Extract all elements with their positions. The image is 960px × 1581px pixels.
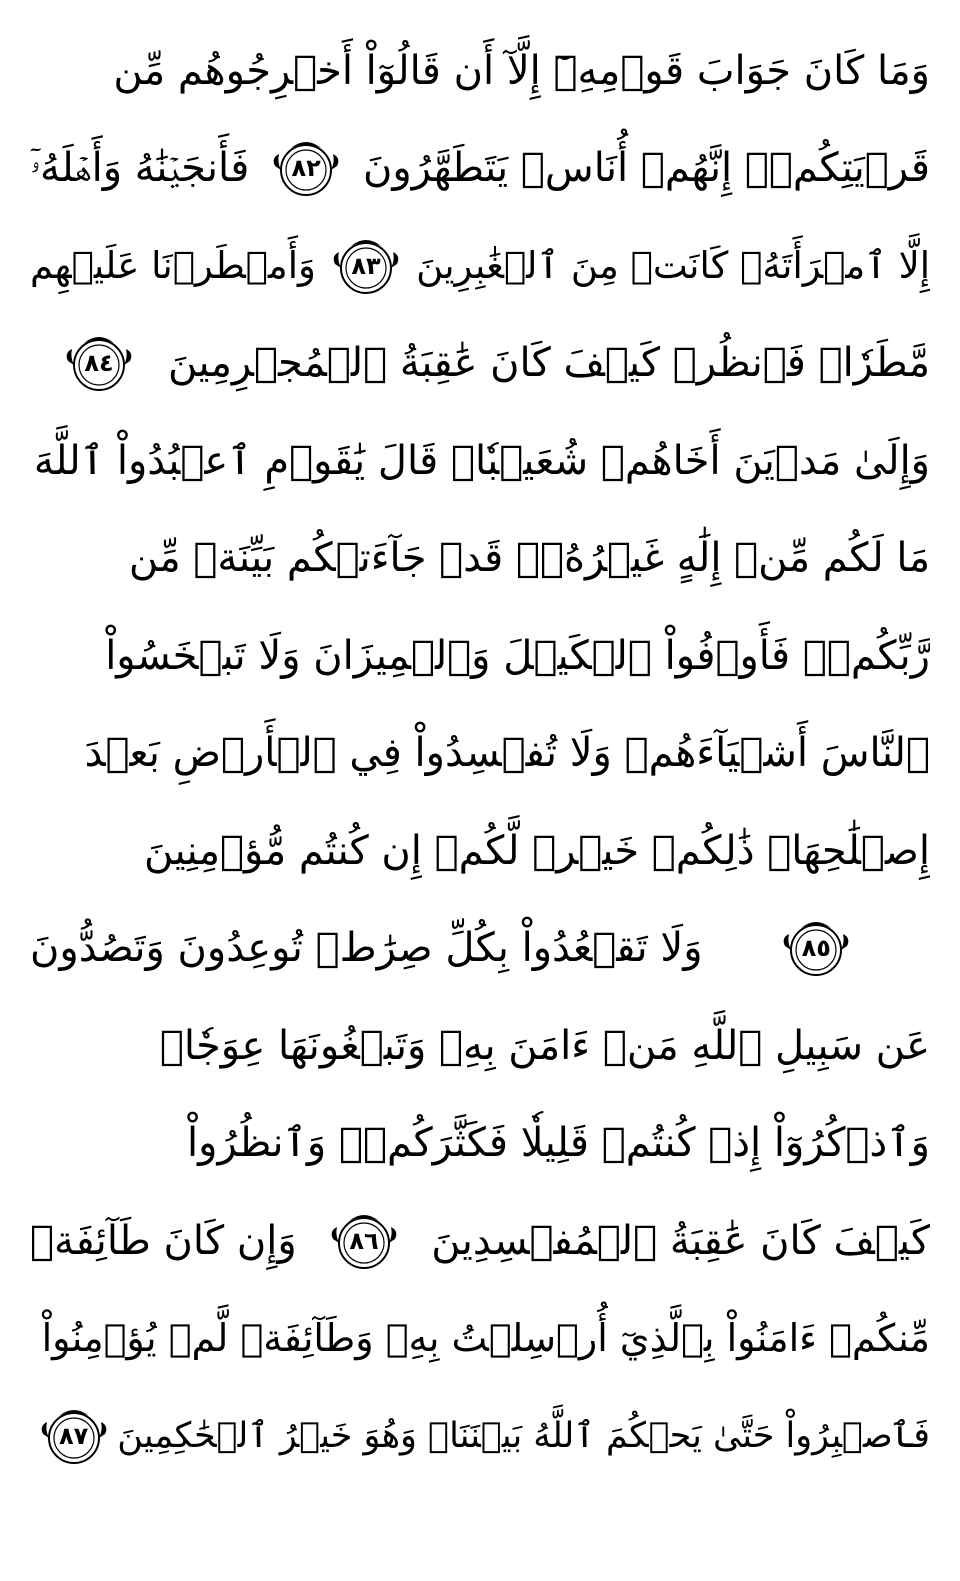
- verse-text: ٱلنَّاسَ أَشۡيَآءَهُمۡ وَلَا تُفۡسِدُواْ فِي ٱلۡأَرۡضِ بَعۡدَ: [84, 730, 930, 777]
- verse-text: وَإِن كَانَ طَآئِفَةٞ: [30, 1217, 297, 1264]
- text-line: [30, 412, 930, 510]
- text-line: [30, 997, 930, 1095]
- verse-text: فَأَنجَيۡنَٰهُ وَأَهۡلَهُۥٓ: [30, 145, 250, 192]
- verse-text: عَن سَبِيلِ ٱللَّهِ مَنۡ ءَامَنَ بِهِۦ وَتَبۡغُونَهَا عِوَجٗاۚ: [159, 1022, 930, 1069]
- text-line: [30, 607, 930, 705]
- verse-end-marker: [329, 234, 403, 298]
- verse-end-marker: [62, 331, 136, 395]
- text-line: [30, 1192, 930, 1290]
- verse-end-marker: [327, 1209, 401, 1273]
- text-line: [30, 510, 930, 608]
- text-line: [30, 1095, 930, 1193]
- verse-text: إِلَّا ٱمۡرَأَتَهُۥ كَانَتۡ مِنَ ٱلۡغَٰبِرِينَ: [416, 244, 930, 288]
- verse-number: ٨٤: [84, 349, 114, 378]
- verse-text: إِصۡلَٰحِهَاۚ ذَٰلِكُمۡ خَيۡرٞ لَّكُمۡ إِن كُنتُم مُّؤۡمِنِينَ: [144, 827, 930, 874]
- text-line: [30, 802, 930, 900]
- verse-text: مَا لَكُم مِّنۡ إِلَٰهٍ غَيۡرُهُۥۖ قَدۡ جَآءَتۡكُم بَيِّنَةٞ مِّن: [128, 535, 930, 582]
- verse-text: وَإِلَىٰ مَدۡيَنَ أَخَاهُمۡ شُعَيۡبٗاۚ قَالَ يَٰقَوۡمِ ٱعۡبُدُواْ ٱللَّهَ: [33, 437, 930, 484]
- text-line: [30, 315, 930, 413]
- verse-number: ٨٣: [351, 251, 381, 280]
- text-line: [30, 900, 930, 998]
- verse-text: فَٱصۡبِرُواْ حَتَّىٰ يَحۡكُمَ ٱللَّهُ بَيۡنَنَاۚ وَهُوَ خَيۡرُ ٱلۡحَٰكِمِينَ: [117, 1415, 930, 1456]
- verse-text: وَأَمۡطَرۡنَا عَلَيۡهِم: [30, 244, 316, 288]
- text-line: [30, 22, 930, 120]
- verse-text: رَّبِّكُمۡۖ فَأَوۡفُواْ ٱلۡكَيۡلَ وَٱلۡمِيزَانَ وَلَا تَبۡخَسُواْ: [105, 632, 930, 679]
- page-text-lines: [30, 22, 930, 1571]
- verse-text: وَٱذۡكُرُوٓاْ إِذۡ كُنتُمۡ قَلِيلٗا فَكَثَّرَكُمۡۖ وَٱنظُرُواْ: [187, 1120, 930, 1167]
- verse-text: مِّنكُمۡ ءَامَنُواْ بِٱلَّذِيٓ أُرۡسِلۡتُ بِهِۦ وَطَآئِفَةٞ لَّمۡ يُؤۡمِنُواْ: [41, 1316, 930, 1361]
- verse-text: كَيۡفَ كَانَ عَٰقِبَةُ ٱلۡمُفۡسِدِينَ: [431, 1217, 930, 1264]
- text-line: [30, 705, 930, 803]
- verse-text: وَلَا تَقۡعُدُواْ بِكُلِّ صِرَٰطٖ تُوعِدُونَ وَتَصُدُّونَ: [30, 925, 703, 972]
- text-line: [30, 217, 930, 315]
- verse-text: وَمَا كَانَ جَوَابَ قَوۡمِهِۦٓ إِلَّآ أَن قَالُوٓاْ أَخۡرِجُوهُم مِّن: [113, 47, 930, 94]
- text-line: [30, 120, 930, 218]
- verse-end-marker: [269, 136, 343, 200]
- verse-number: ٨٦: [349, 1226, 379, 1255]
- text-line: [30, 1290, 930, 1388]
- verse-end-marker: [37, 1404, 111, 1468]
- verse-number: ٨٢: [291, 154, 321, 183]
- verse-end-marker: [779, 916, 853, 980]
- verse-text: مَّطَرٗاۖ فَٱنظُرۡ كَيۡفَ كَانَ عَٰقِبَةُ ٱلۡمُجۡرِمِينَ: [167, 340, 930, 387]
- verse-text: قَرۡيَتِكُمۡۖ إِنَّهُمۡ أُنَاسٞ يَتَطَهَّرُونَ: [362, 145, 930, 192]
- verse-number: ٨٧: [58, 1421, 89, 1450]
- text-line: [30, 1387, 930, 1485]
- verse-number: ٨٥: [801, 934, 831, 963]
